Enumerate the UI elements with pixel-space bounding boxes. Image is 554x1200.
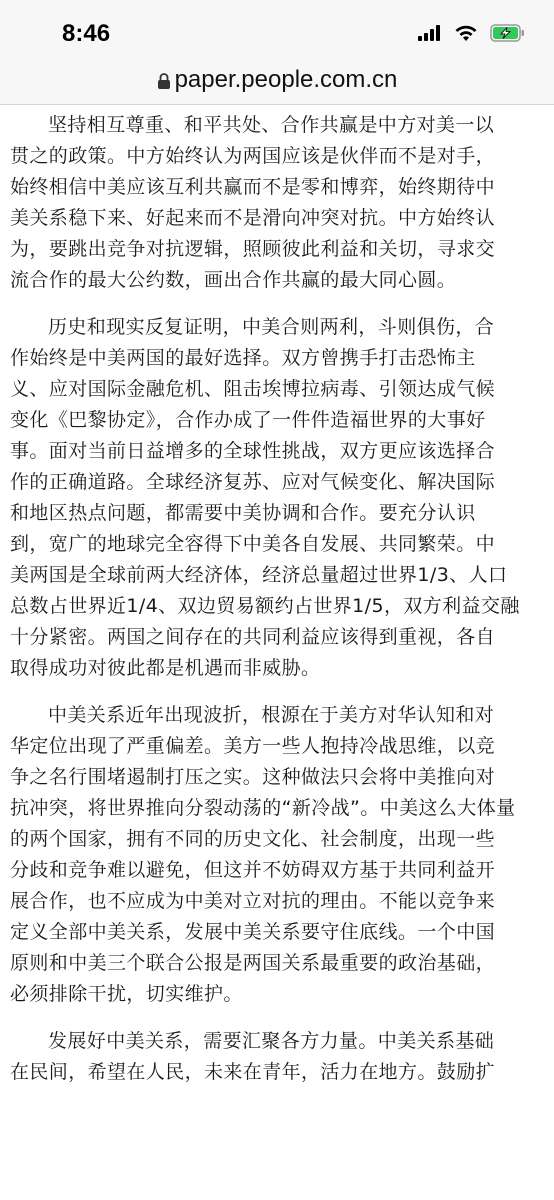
status-icons (418, 24, 526, 42)
lock-icon (157, 72, 171, 90)
url-bar[interactable] (0, 66, 554, 105)
status-time: 8:46 (62, 20, 111, 47)
signal-icon (418, 25, 442, 41)
article-paragraph: 发展好中美关系，需要汇聚各方力量。中美关系基础 在民间，希望在人民，未来在青年，活力在地方。鼓励扩 (10, 1030, 496, 1083)
url-display[interactable] (0, 66, 554, 94)
article-paragraph: 坚持相互尊重、和平共处、合作共赢是中方对美一以 贯之的政策。中方始终认为两国应该是伙伴而不是对手， 始终相信中美应该互利共赢而不是零和博弈，始终期待中 美关系稳下来、好起来而不是滑向冲突对抗。中方始终认 为，要跳出竞争对抗逻辑，照顾彼此利益和关切，寻求交 流合作的最大公约数，画出合作共赢的最大同心圆。 (10, 114, 496, 291)
article-paragraph: 中美关系近年出现波折，根源在于美方对华认知和对 华定位出现了严重偏差。美方一些人抱持冷战思维，以竞 争之名行围堵遏制打压之实。这种做法只会将中美推向对 抗冲突，将世界推向分裂动荡的“新冷战”。中美这么大体量 的两个国家，拥有不同的历史文化、社会制度，出现一些 分歧和竞争难以避免，但这并不妨碍双方基于共同利益开 展合作，也不应成为中美对立对抗的理由。不能以竞争来 定义全部中美关系，发展中美关系要守住底线。一个中国 原则和中美三个联合公报是两国关系最重要的政治基础， 必须排除干扰，切实维护。 (10, 704, 516, 1005)
battery-charging-icon (490, 24, 526, 42)
wifi-icon (454, 24, 478, 42)
article-paragraph: 历史和现实反复证明，中美合则两利，斗则俱伤，合 作始终是中美两国的最好选择。双方曾携手打击恐怖主 义、应对国际金融危机、阻击埃博拉病毒、引领达成气候 变化《巴黎协定》，合作办成了一件件造福世界的大事好 事。面对当前日益增多的全球性挑战，双方更应该选择合 作的正确道路。全球经济复苏、应对气候变化、解决国际 和地区热点问题，都需要中美协调和合作。要充分认识 到，宽广的地球完全容得下中美各自发展、共同繁荣。中 美两国是全球前两大经济体，经济总量超过世界1/3、人口 总数占世界近1/4、双边贸易额约占世界1/5，双方利益交融 十分紧密。两国之间存在的共同利益应该得到重视，各自 取得成功对彼此都是机遇而非威胁。 (10, 316, 520, 679)
url-text: paper.people.com.cn (174, 66, 398, 93)
article-body (10, 110, 554, 1104)
status-bar (0, 0, 554, 66)
